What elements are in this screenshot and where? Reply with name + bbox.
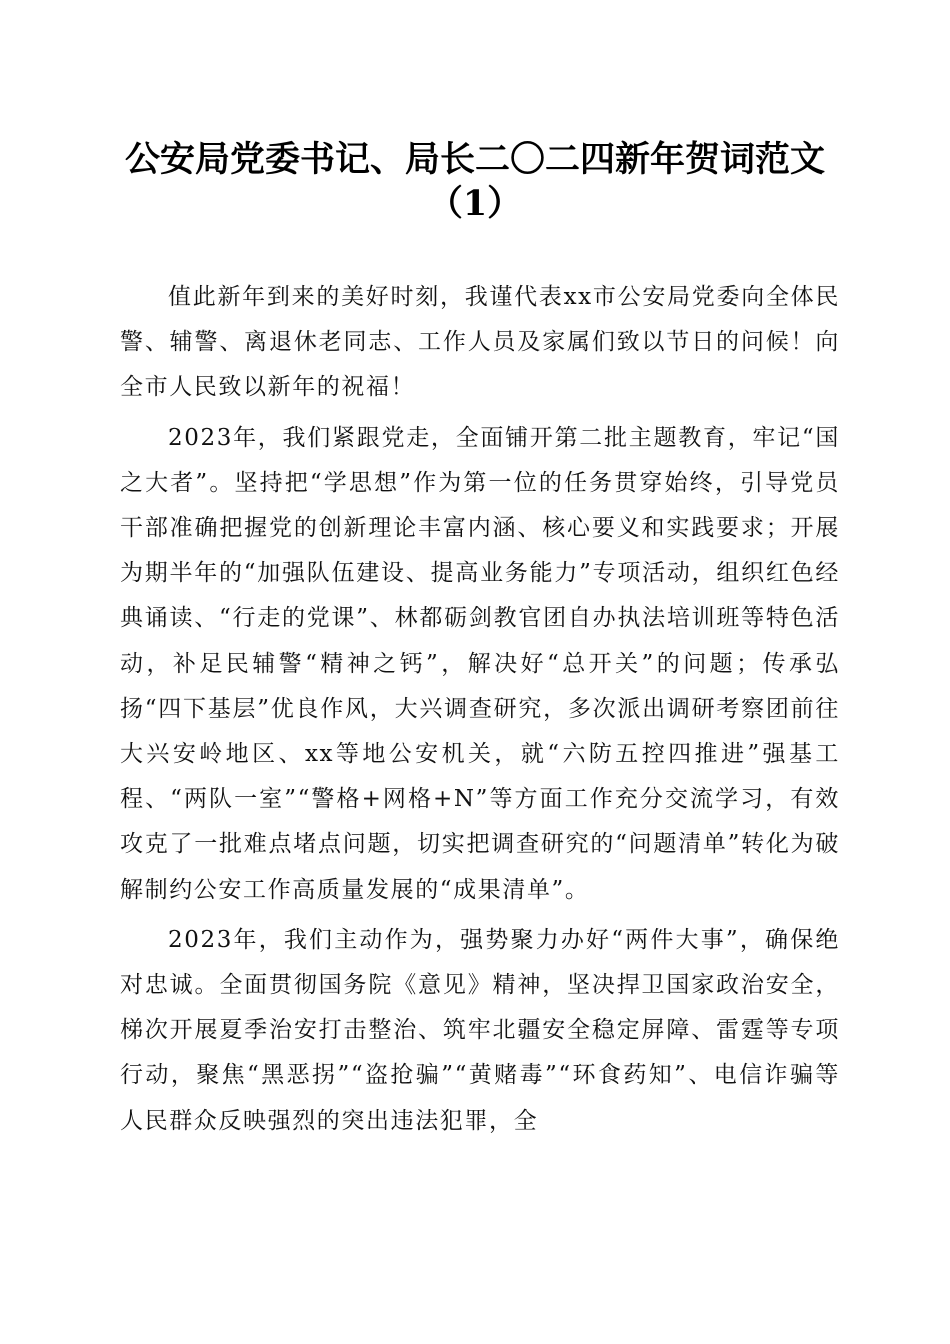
paragraph-security-work: 2023年，我们主动作为，强势聚力办好“两件大事”，确保绝对忠诚。全面贯彻国务院《意见》精神，坚决捍卫国家政治安全，梯次开展夏季治安打击整治、筑牢北疆安全稳定屏障、雷霆等专项行动，聚焦“黑恶拐”“盗抢骗”“黄赌毒”“环食药知”、电信诈骗等人民群众反映强烈的突出违法犯罪，全 (120, 926, 840, 1134)
document-title-number: （1） (427, 183, 523, 224)
document-body (120, 275, 840, 1144)
paragraph-party-education: 2023年，我们紧跟党走，全面铺开第二批主题教育，牢记“国之大者”。坚持把“学思想”作为第一位的任务贯穿始终，引导党员干部准确把握党的创新理论丰富内涵、核心要义和实践要求；开展为期半年的“加强队伍建设、提高业务能力”专项活动，组织红色经典诵读、“行走的党课”、林都砺剑教官团自办执法培训班等特色活动，补足民辅警“精神之钙”，解决好“总开关”的问题；传承弘扬“四下基层”优良作风，大兴调查研究，多次派出调研考察团前往大兴安岭地区、xx等地公安机关，就“六防五控四推进”强基工程、“两队一室”“警格+网格+N”等方面工作充分交流学习，有效攻克了一批难点堵点问题，切实把调查研究的“问题清单”转化为破解制约公安工作高质量发展的“成果清单”。 (120, 424, 840, 903)
document-title: 公安局党委书记、局长二〇二四新年贺词范文 (124, 139, 825, 180)
paragraph-greeting: 值此新年到来的美好时刻，我谨代表xx市公安局党委向全体民警、辅警、离退休老同志、工作人员及家属们致以节日的问候！向全市人民致以新年的祝福！ (120, 284, 840, 401)
